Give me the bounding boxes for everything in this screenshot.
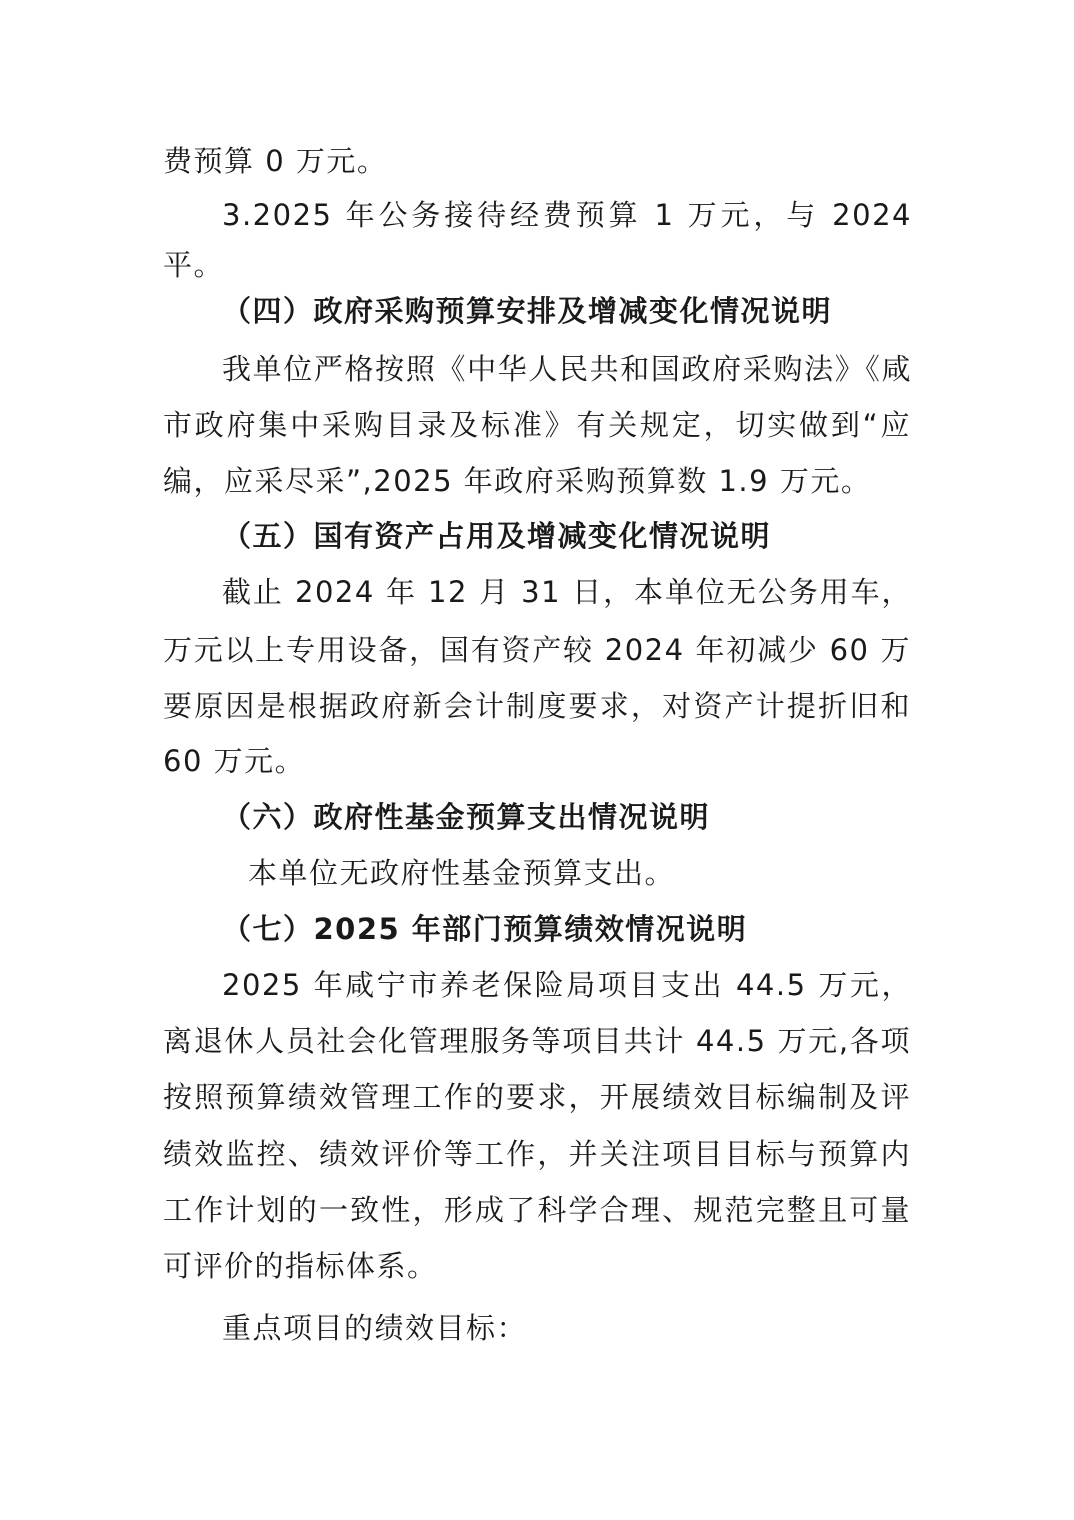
paragraph-line: 我单位严格按照《中华人民共和国政府采购法》《咸 <box>222 352 912 386</box>
section-heading-7: （七）2025 年部门预算绩效情况说明 <box>222 912 748 946</box>
paragraph-line: 本单位无政府性基金预算支出。 <box>248 856 676 890</box>
paragraph-line: 2025 年咸宁市养老保险局项目支出 44.5 万元， <box>222 968 912 1002</box>
section-heading-4: （四）政府采购预算安排及增减变化情况说明 <box>222 294 833 328</box>
paragraph-line: 重点项目的绩效目标： <box>222 1311 528 1345</box>
paragraph-line: 要原因是根据政府新会计制度要求，对资产计提折旧和 <box>163 689 911 723</box>
section-heading-5: （五）国有资产占用及增减变化情况说明 <box>222 519 772 553</box>
paragraph-line: 离退休人员社会化管理服务等项目共计 44.5 万元,各项 <box>163 1024 911 1058</box>
paragraph-line: 费预算 0 万元。 <box>163 144 388 178</box>
paragraph-line: 万元以上专用设备，国有资产较 2024 年初减少 60 万 <box>163 633 911 667</box>
paragraph-line: 平。 <box>163 248 225 282</box>
paragraph-line: 按照预算绩效管理工作的要求，开展绩效目标编制及评 <box>163 1080 911 1114</box>
paragraph-line: 绩效监控、绩效评价等工作，并关注项目目标与预算内 <box>163 1137 911 1171</box>
paragraph-line: 60 万元。 <box>163 744 306 778</box>
paragraph-line: 编，应采尽采”,2025 年政府采购预算数 1.9 万元。 <box>163 464 872 498</box>
paragraph-line: 3.2025 年公务接待经费预算 1 万元，与 2024 <box>222 198 912 232</box>
paragraph-line: 截止 2024 年 12 月 31 日，本单位无公务用车， <box>222 575 912 609</box>
section-heading-6: （六）政府性基金预算支出情况说明 <box>222 800 711 834</box>
paragraph-line: 工作计划的一致性，形成了科学合理、规范完整且可量 <box>163 1193 911 1227</box>
paragraph-line: 可评价的指标体系。 <box>163 1249 438 1283</box>
paragraph-line: 市政府集中采购目录及标准》有关规定，切实做到“应 <box>163 408 911 442</box>
